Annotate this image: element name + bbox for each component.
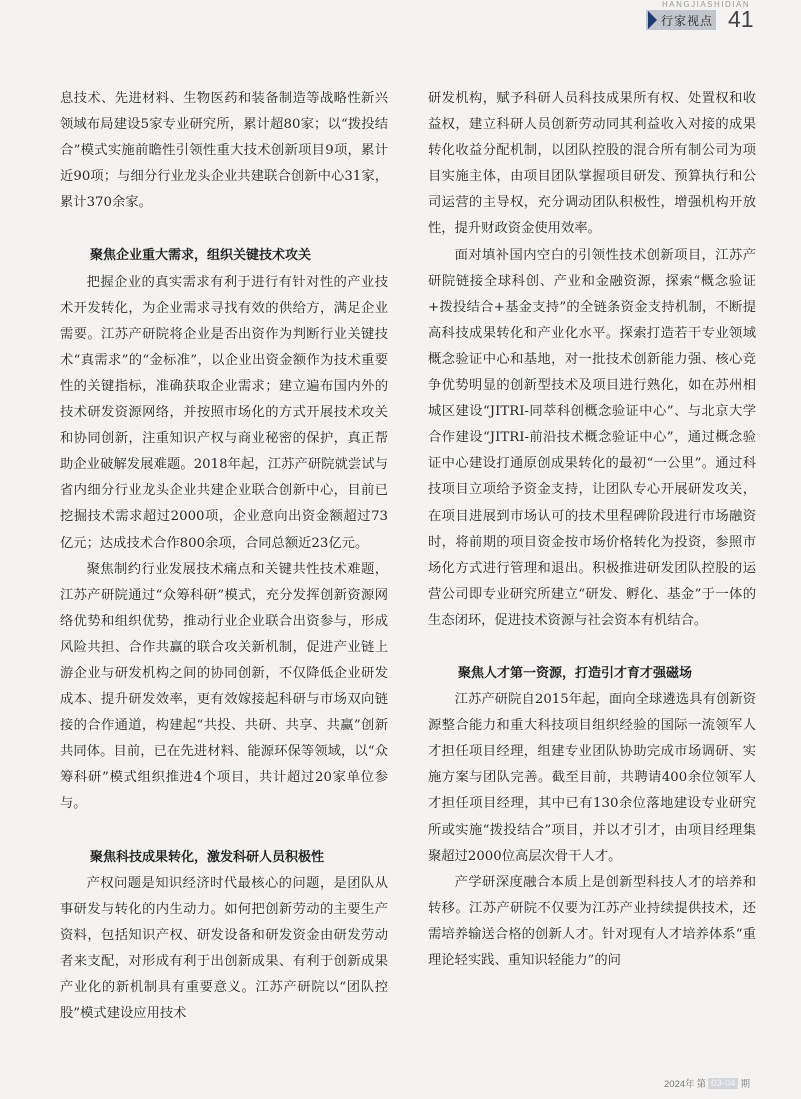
paragraph: 江苏产研院自2015年起，面向全球遴选具有创新资源整合能力和重大科技项目组织经验的国际一流领军人才担任项目经理，组建专业团队协助完成市场调研、实施方案与团队完善。截至目前，共聘请400余位领军人才担任项目经理，其中已有130余位落地建设专业研究所或实施“拨投结合”项目，并以才引才，由项目经理集聚超过2000位高层次骨干人才。 — [428, 692, 756, 864]
footer-di: 第 — [696, 1079, 707, 1090]
footer-issue-number: 03-04 — [708, 1078, 738, 1089]
left-column — [60, 86, 388, 1027]
paragraph: 聚焦制约行业发展技术痛点和关键共性技术难题，江苏产研院通过“众筹科研”模式，充分发挥创新资源网络优势和组织优势，推动行业企业联合出资参与，形成风险共担、合作共赢的联合攻关新机制，促进产业链上游企业与研发机构之间的协同创新，不仅降低企业研发成本、提升研发效率，更有效嫁接起科研与市场双向链接的合作通道，构建起“共投、共研、共享、共赢”创新共同体。目前，已在先进材料、能源环保等领域，以“众筹科研”模式组织推进4个项目，共计超过20家单位参与。 — [60, 561, 388, 812]
footer-year: 2024年 — [664, 1079, 695, 1090]
paragraph: 把握企业的真实需求有利于进行有针对性的产业技术开发转化，为企业需求寻找有效的供给方，满足企业需要。江苏产研院将企业是否出资作为判断行业关键技术“真需求”的“金标准”，以企业出资金额作为技术重要性的关键指标，准确获取企业需求；建立遍布国内外的技术研发资源网络，并按照市场化的方式开展技术攻关和协同创新，注重知识产权与商业秘密的保护，真正帮助企业破解发展难题。2018年起，江苏产研院就尝试与省内细分行业龙头企业共建企业联合创新中心，目前已挖掘技术需求超过2000项，企业意向出资金额超过73亿元；达成技术合作800余项，合同总额近23亿元。 — [60, 274, 388, 551]
paragraph: 研发机构，赋予科研人员科技成果所有权、处置权和收益权，建立科研人员创新劳动同其利益收入对接的成果转化收益分配机制，以团队控股的混合所有制公司为项目实施主体，由项目团队掌握项目研发、预算执行和公司运营的主导权，充分调动团队积极性，增强机构开放性，提升财政资金使用效率。 — [428, 91, 756, 237]
page-number: 41 — [728, 6, 754, 32]
right-column — [428, 86, 756, 974]
section-heading: 聚焦企业重大需求，组织关键技术攻关 — [90, 248, 312, 264]
footer-qi: 期 — [740, 1079, 750, 1090]
paragraph: 息技术、先进材料、生物医药和装备制造等战略性新兴领域布局建设5家专业研究所，累计超80家；以“拨投结合”模式实施前瞻性引领性重大技术创新项目9项，累计近90项；与细分行业龙头企业共建联合创新中心31家，累计370余家。 — [60, 91, 388, 211]
triangle-marker-icon — [648, 11, 657, 29]
header-sup-text: HANGJIASHIDIAN — [662, 0, 751, 9]
paragraph: 产学研深度融合本质上是创新型科技人才的培养和转移。江苏产研院不仅要为江苏产业持续提供技术，还需培养输送合格的创新人才。针对现有人才培养体系“重理论轻实践、重知识轻能力”的问 — [428, 874, 756, 968]
section-heading: 聚焦人才第一资源，打造引才育才强磁场 — [458, 665, 693, 681]
section-heading: 聚焦科技成果转化，激发科研人员积极性 — [90, 849, 325, 865]
paragraph: 产权问题是知识经济时代最核心的问题，是团队从事研发与转化的内生动力。如何把创新劳动的主要生产资料，包括知识产权、研发设备和研发资金由研发劳动者来支配，对形成有利于出创新成果、有利于创新成果产业化的新机制具有重要意义。江苏产研院以“团队控股”模式建设应用技术 — [60, 875, 388, 1022]
issue-footer — [664, 1076, 750, 1090]
section-tab — [646, 10, 716, 30]
section-label: 行家视点 — [661, 13, 714, 28]
paragraph: 面对填补国内空白的引领性技术创新项目，江苏产研院链接全球科创、产业和金融资源，探索“概念验证+拨投结合+基金支持”的全链条资金支持机制，不断提高科技成果转化和产业化水平。探索打造若干专业领域概念验证中心和基地，对一批技术创新能力强、核心竞争优势明显的创新型技术及项目进行熟化，如在苏州相城区建设“JITRI-同萃科创概念验证中心”、与北京大学合作建设“JITRI-前沿技术概念验证中心”，通过概念验证中心建设打通原创成果转化的最初“一公里”。通过科技项目立项给予资金支持，让团队专心开展研发攻关，在项目进展到市场认可的技术里程碑阶段进行市场融资时，将前期的项目资金按市场价格转化为投资，参照市场化方式进行管理和退出。积极推进研发团队控股的运营公司即专业研究所建立“研发、孵化、基金”于一体的生态闭环，促进技术资源与社会资本有机结合。 — [428, 247, 756, 628]
